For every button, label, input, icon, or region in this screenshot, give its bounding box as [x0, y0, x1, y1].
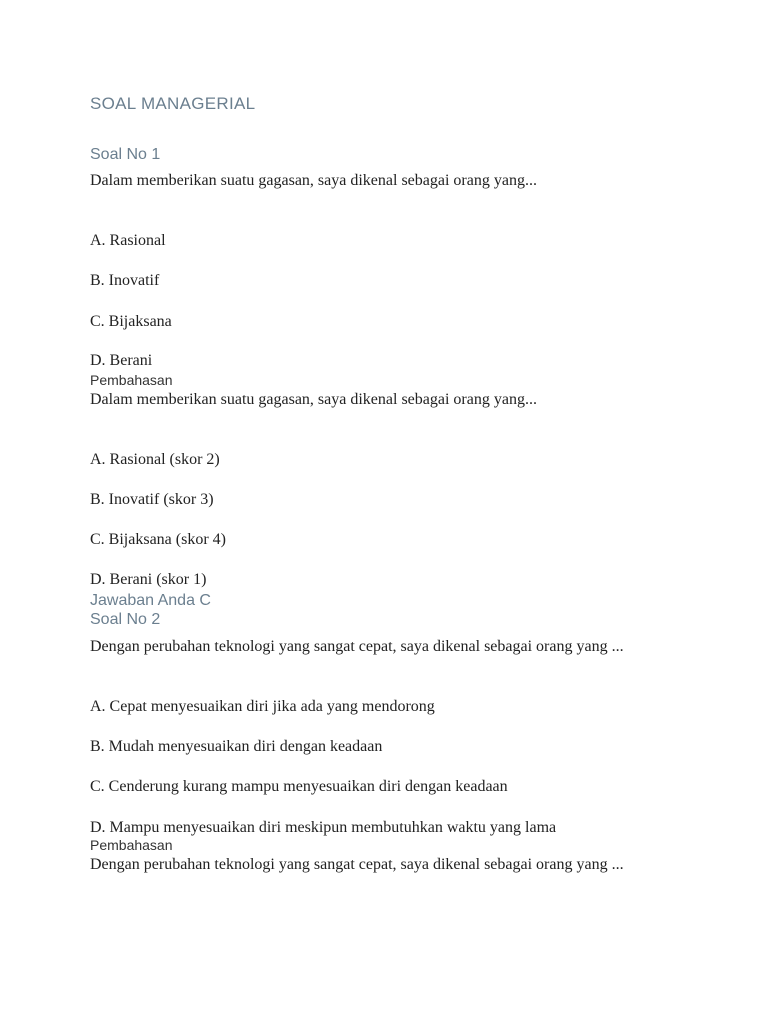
question-2-option-a: A. Cepat menyesuaikan diri jika ada yang mendorong: [90, 698, 435, 715]
question-2-discussion-label: Pembahasan: [90, 837, 173, 853]
question-2-text: Dengan perubahan teknologi yang sangat cepat, saya dikenal sebagai orang yang ...: [90, 638, 624, 655]
question-1-scored-option-d: D. Berani (skor 1): [90, 571, 207, 588]
question-1-answer: Jawaban Anda C: [90, 592, 211, 609]
question-1-text: Dalam memberikan suatu gagasan, saya dikenal sebagai orang yang...: [90, 172, 537, 189]
question-1-option-c: C. Bijaksana: [90, 313, 172, 330]
question-1-discussion-label: Pembahasan: [90, 372, 173, 388]
question-1-option-a: A. Rasional: [90, 232, 166, 249]
question-1-scored-option-c: C. Bijaksana (skor 4): [90, 531, 226, 548]
question-2-heading: Soal No 2: [90, 611, 161, 628]
question-1-heading: Soal No 1: [90, 146, 161, 163]
question-2-option-c: C. Cenderung kurang mampu menyesuaikan diri dengan keadaan: [90, 778, 508, 795]
question-2-option-d: D. Mampu menyesuaikan diri meskipun membutuhkan waktu yang lama: [90, 819, 557, 836]
question-1-option-d: D. Berani: [90, 352, 153, 369]
question-1-scored-option-b: B. Inovatif (skor 3): [90, 491, 214, 508]
question-2-discussion-text: Dengan perubahan teknologi yang sangat cepat, saya dikenal sebagai orang yang ...: [90, 856, 624, 873]
document-title: SOAL MANAGERIAL: [90, 94, 256, 113]
question-2-option-b: B. Mudah menyesuaikan diri dengan keadaan: [90, 738, 383, 755]
question-1-scored-option-a: A. Rasional (skor 2): [90, 451, 220, 468]
question-1-option-b: B. Inovatif: [90, 272, 160, 289]
question-1-discussion-text: Dalam memberikan suatu gagasan, saya dikenal sebagai orang yang...: [90, 391, 537, 408]
